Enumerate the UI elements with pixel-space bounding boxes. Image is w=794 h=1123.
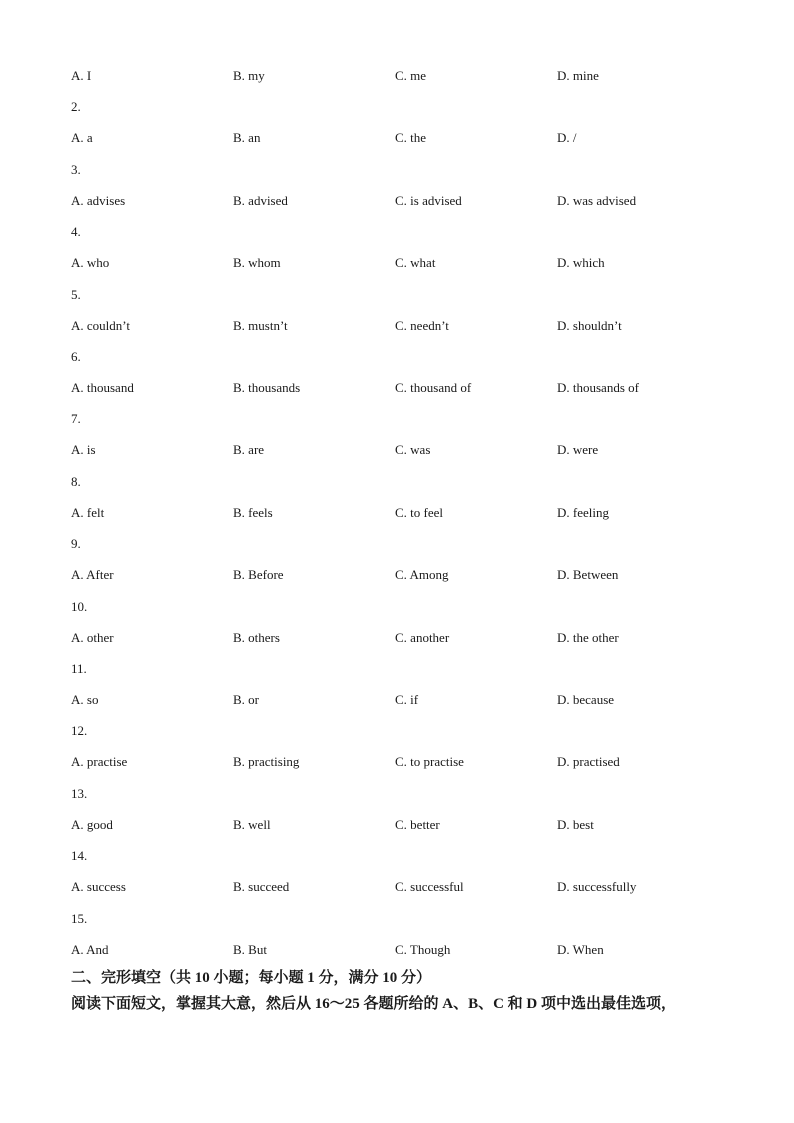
option-b: B. whom: [233, 255, 281, 270]
option-c: C. if: [395, 692, 419, 707]
option-c: C. to practise: [395, 754, 464, 769]
option-b: B. Before: [233, 567, 284, 582]
option-a: A. so: [71, 692, 99, 707]
question-number: 6.: [71, 349, 81, 364]
question-14: [71, 847, 751, 896]
option-b: B. feels: [233, 505, 273, 520]
option-c: C. successful: [395, 879, 464, 894]
question-number: 13.: [71, 786, 88, 801]
option-a: A. felt: [71, 505, 105, 520]
question-number: 10.: [71, 599, 88, 614]
option-d: D. were: [557, 442, 599, 457]
option-a: A. thousand: [71, 380, 134, 395]
option-a: A. who: [71, 255, 110, 270]
option-c: C. better: [395, 817, 440, 832]
option-a: A. After: [71, 567, 114, 582]
option-d: D. mine: [557, 68, 599, 83]
option-a: A. is: [71, 442, 96, 457]
option-d: D. successfully: [557, 879, 637, 894]
option-a: A. a: [71, 130, 93, 145]
option-c: C. me: [395, 68, 427, 83]
question-number: 14.: [71, 848, 88, 863]
option-row: [71, 753, 751, 771]
question-10: [71, 598, 751, 647]
option-b: B. mustn’t: [233, 318, 288, 333]
question-13: [71, 785, 751, 834]
option-d: D. because: [557, 692, 615, 707]
option-c: C. is advised: [395, 193, 462, 208]
option-b: B. are: [233, 442, 265, 457]
option-d: D. feeling: [557, 505, 609, 520]
section-heading: 二、完形填空（共 10 小题；每小题 1 分，满分 10 分）: [71, 970, 432, 986]
question-6: [71, 348, 751, 397]
question-7: [71, 410, 751, 459]
option-b: B. thousands: [233, 380, 301, 395]
option-c: C. another: [395, 630, 450, 645]
option-row: [71, 441, 751, 459]
option-row: [71, 67, 751, 85]
question-9: [71, 535, 751, 584]
option-row: [71, 878, 751, 896]
option-row: [71, 629, 751, 647]
question-number: 11.: [71, 661, 87, 676]
option-d: D. /: [557, 130, 577, 145]
option-a: A. practise: [71, 754, 128, 769]
question-number: 4.: [71, 224, 81, 239]
option-a: A. success: [71, 879, 126, 894]
question-number: 9.: [71, 536, 81, 551]
question-number: 8.: [71, 474, 81, 489]
option-b: B. my: [233, 68, 265, 83]
option-row: [71, 816, 751, 834]
option-d: D. thousands of: [557, 380, 639, 395]
option-b: B. But: [233, 942, 267, 957]
option-b: B. advised: [233, 193, 288, 208]
option-row: [71, 192, 751, 210]
question-11: [71, 660, 751, 709]
option-c: C. was: [395, 442, 431, 457]
option-a: A. good: [71, 817, 113, 832]
option-row: [71, 129, 751, 147]
option-a: A. other: [71, 630, 114, 645]
option-d: D. the other: [557, 630, 619, 645]
section-instruction: 阅读下面短文，掌握其大意，然后从 16～25 各题所给的 A、B、C 和 D 项中选出最佳选项，: [71, 996, 677, 1012]
question-number: 3.: [71, 162, 81, 177]
option-row: [71, 504, 751, 522]
option-d: D. shouldn’t: [557, 318, 622, 333]
option-c: C. to feel: [395, 505, 444, 520]
option-row: [71, 317, 751, 335]
option-b: B. practising: [233, 754, 300, 769]
option-row: [71, 941, 751, 959]
question-8: [71, 473, 751, 522]
option-b: B. well: [233, 817, 271, 832]
option-c: C. needn’t: [395, 318, 449, 333]
question-12: [71, 722, 751, 771]
option-d: D. best: [557, 817, 594, 832]
question-5: [71, 286, 751, 335]
question-number: 5.: [71, 287, 81, 302]
question-number: 12.: [71, 723, 88, 738]
question-1: [71, 67, 751, 85]
option-row: [71, 379, 751, 397]
option-b: B. an: [233, 130, 261, 145]
option-row: [71, 254, 751, 272]
option-c: C. thousand of: [395, 380, 472, 395]
option-row: [71, 691, 751, 709]
option-d: D. which: [557, 255, 605, 270]
option-b: B. others: [233, 630, 280, 645]
question-15: [71, 910, 751, 959]
question-number: 15.: [71, 911, 88, 926]
question-3: [71, 161, 751, 210]
question-4: [71, 223, 751, 272]
option-d: D. When: [557, 942, 604, 957]
option-d: D. practised: [557, 754, 620, 769]
option-row: [71, 566, 751, 584]
option-c: C. Though: [395, 942, 451, 957]
option-b: B. succeed: [233, 879, 290, 894]
question-number: 7.: [71, 411, 81, 426]
option-c: C. the: [395, 130, 427, 145]
option-c: C. what: [395, 255, 436, 270]
question-2: [71, 98, 751, 147]
option-d: D. Between: [557, 567, 619, 582]
option-c: C. Among: [395, 567, 449, 582]
option-a: A. couldn’t: [71, 318, 130, 333]
option-a: A. advises: [71, 193, 126, 208]
option-a: A. And: [71, 942, 109, 957]
question-number: 2.: [71, 99, 81, 114]
option-b: B. or: [233, 692, 259, 707]
option-d: D. was advised: [557, 193, 637, 208]
option-a: A. I: [71, 68, 92, 83]
